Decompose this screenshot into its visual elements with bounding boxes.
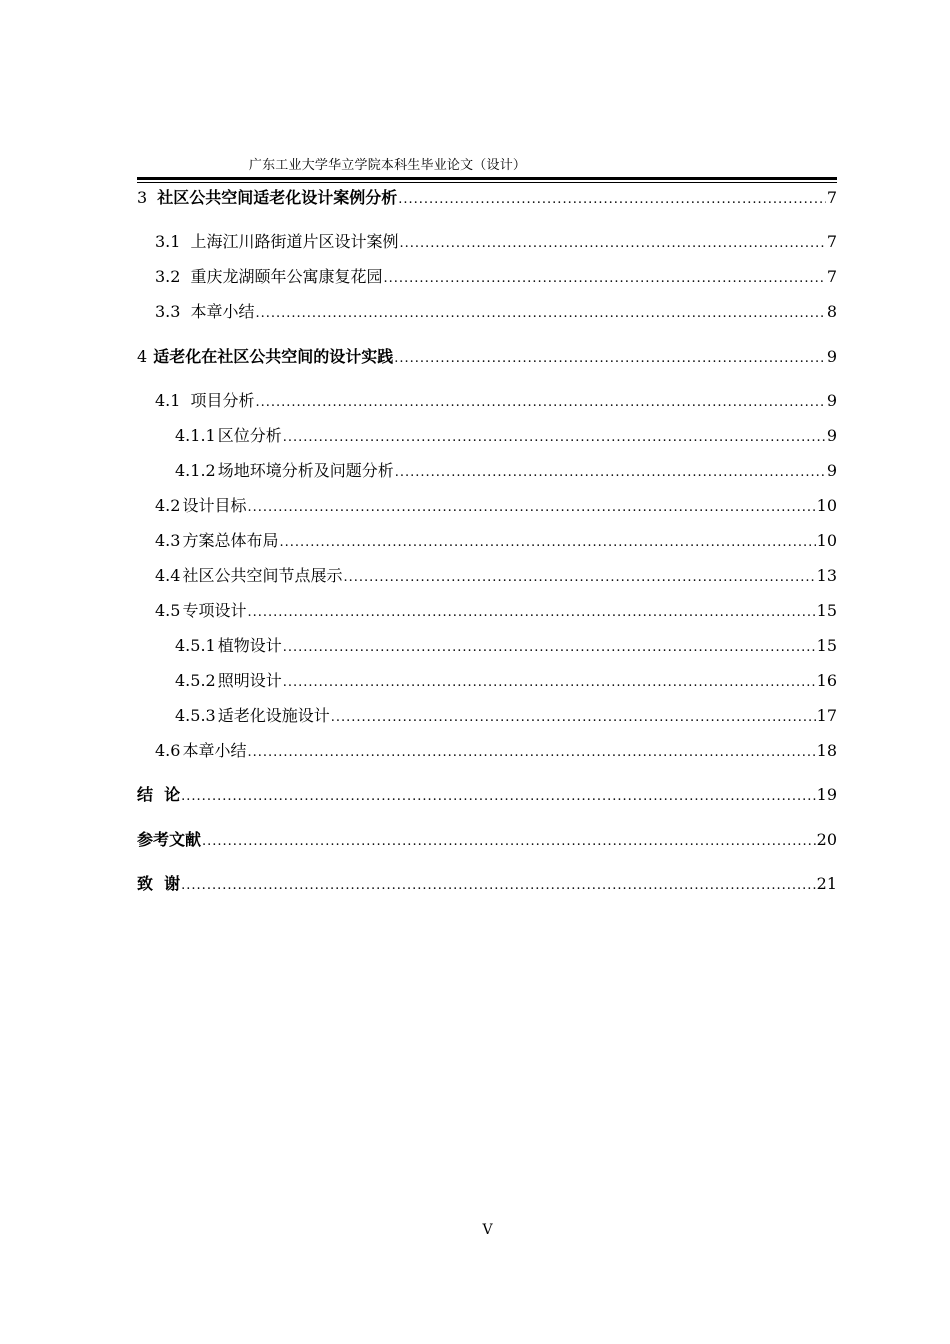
toc-leader-dots <box>255 304 825 324</box>
toc-number: 4.5.1 <box>175 636 216 655</box>
toc-number: 4.6 <box>155 741 181 760</box>
running-header: 广东工业大学华立学院本科生毕业论文（设计） <box>248 158 527 173</box>
toc-entry-references[interactable] <box>137 830 837 852</box>
toc-number: 4.5 <box>155 601 181 620</box>
toc-entry-3-1[interactable] <box>155 232 837 254</box>
toc-number: 4.4 <box>155 566 181 585</box>
toc-page-number: 15 <box>816 636 837 655</box>
toc-entry-4-3[interactable] <box>155 531 837 553</box>
toc-leader-dots <box>331 708 816 728</box>
toc-number: 4.1 <box>155 391 181 410</box>
toc-title: 本章小结 <box>190 302 255 321</box>
toc-title: 上海江川路街道片区设计案例 <box>190 232 399 251</box>
toc-page-number: 7 <box>826 188 837 207</box>
toc-page-number: 21 <box>816 874 837 893</box>
toc-leader-dots <box>394 349 826 369</box>
toc-number: 3 <box>137 188 148 207</box>
header-rule-thin <box>137 182 837 183</box>
toc-entry-3-3[interactable] <box>155 302 837 324</box>
toc-leader-dots <box>181 787 815 807</box>
toc-entry-3-2[interactable] <box>155 267 837 289</box>
toc-number: 4 <box>137 347 148 366</box>
toc-title: 区位分析 <box>217 426 282 445</box>
toc-leader-dots <box>343 568 815 588</box>
toc-number: 4.5.2 <box>175 671 216 690</box>
toc-page-number: 9 <box>826 347 837 366</box>
toc-leader-dots <box>398 190 826 210</box>
toc-leader-dots <box>255 393 825 413</box>
toc-page-number: 8 <box>826 302 837 321</box>
toc-title: 植物设计 <box>217 636 282 655</box>
toc-number: 3.3 <box>155 302 181 321</box>
toc-page-number: 7 <box>826 267 837 286</box>
toc-entry-4-5[interactable] <box>155 601 837 623</box>
toc-entry-4-1-1[interactable] <box>175 426 837 448</box>
toc-number: 4.5.3 <box>175 706 216 725</box>
toc-leader-dots <box>181 876 815 896</box>
toc-leader-dots <box>247 498 815 518</box>
toc-leader-dots <box>279 533 815 553</box>
toc-page-number: 9 <box>826 391 837 410</box>
toc-title: 专项设计 <box>182 601 247 620</box>
toc-page-number: 16 <box>816 671 837 690</box>
toc-title: 参考文献 <box>137 830 202 849</box>
toc-page-number: 9 <box>826 426 837 445</box>
toc-entry-acknowledgements[interactable] <box>137 874 837 896</box>
toc-title: 致 谢 <box>137 874 181 893</box>
toc-title: 适老化在社区公共空间的设计实践 <box>153 347 394 366</box>
toc-leader-dots <box>283 638 816 658</box>
toc-leader-dots <box>395 463 826 483</box>
toc-page-number: 7 <box>826 232 837 251</box>
toc-entry-4-1-2[interactable] <box>175 461 837 483</box>
toc-number: 4.2 <box>155 496 181 515</box>
toc-number: 3.2 <box>155 267 181 286</box>
toc-number: 4.1.2 <box>175 461 216 480</box>
toc-entry-4-1[interactable] <box>155 391 837 413</box>
toc-entry-4[interactable] <box>137 347 837 369</box>
toc-title: 本章小结 <box>182 741 247 760</box>
toc-page-number: 19 <box>816 785 837 804</box>
toc-page-number: 15 <box>816 601 837 620</box>
toc-entry-4-5-3[interactable] <box>175 706 837 728</box>
toc-title: 适老化设施设计 <box>217 706 330 725</box>
toc-leader-dots <box>247 743 815 763</box>
toc-entry-3[interactable] <box>137 188 837 210</box>
toc-entry-4-5-1[interactable] <box>175 636 837 658</box>
toc-title: 场地环境分析及问题分析 <box>217 461 394 480</box>
toc-title: 照明设计 <box>217 671 282 690</box>
toc-page-number: 18 <box>816 741 837 760</box>
toc-page-number: 9 <box>826 461 837 480</box>
toc-page-number: 10 <box>816 531 837 550</box>
toc-title: 重庆龙湖颐年公寓康复花园 <box>190 267 383 286</box>
toc-leader-dots <box>283 673 816 693</box>
toc-entry-4-4[interactable] <box>155 566 837 588</box>
toc-title: 结 论 <box>137 785 181 804</box>
toc-title: 社区公共空间节点展示 <box>182 566 343 585</box>
toc-page-number: 20 <box>816 830 837 849</box>
toc-title: 方案总体布局 <box>182 531 279 550</box>
toc-page-number: 13 <box>816 566 837 585</box>
toc-entry-4-6[interactable] <box>155 741 837 763</box>
toc-leader-dots <box>383 269 825 289</box>
toc-number: 3.1 <box>155 232 181 251</box>
toc-title: 设计目标 <box>182 496 247 515</box>
toc-title: 社区公共空间适老化设计案例分析 <box>157 188 398 207</box>
toc-leader-dots <box>399 234 825 254</box>
toc-page-number: 10 <box>816 496 837 515</box>
toc-entry-conclusion[interactable] <box>137 785 837 807</box>
toc-number: 4.1.1 <box>175 426 216 445</box>
toc-leader-dots <box>283 428 826 448</box>
toc-entry-4-2[interactable] <box>155 496 837 518</box>
page-number: V <box>482 1222 493 1238</box>
header-rule-thick <box>137 177 837 180</box>
toc-page-number: 17 <box>816 706 837 725</box>
toc-entry-4-5-2[interactable] <box>175 671 837 693</box>
toc-number: 4.3 <box>155 531 181 550</box>
toc-title: 项目分析 <box>190 391 255 410</box>
toc-leader-dots <box>202 832 816 852</box>
toc-leader-dots <box>247 603 815 623</box>
